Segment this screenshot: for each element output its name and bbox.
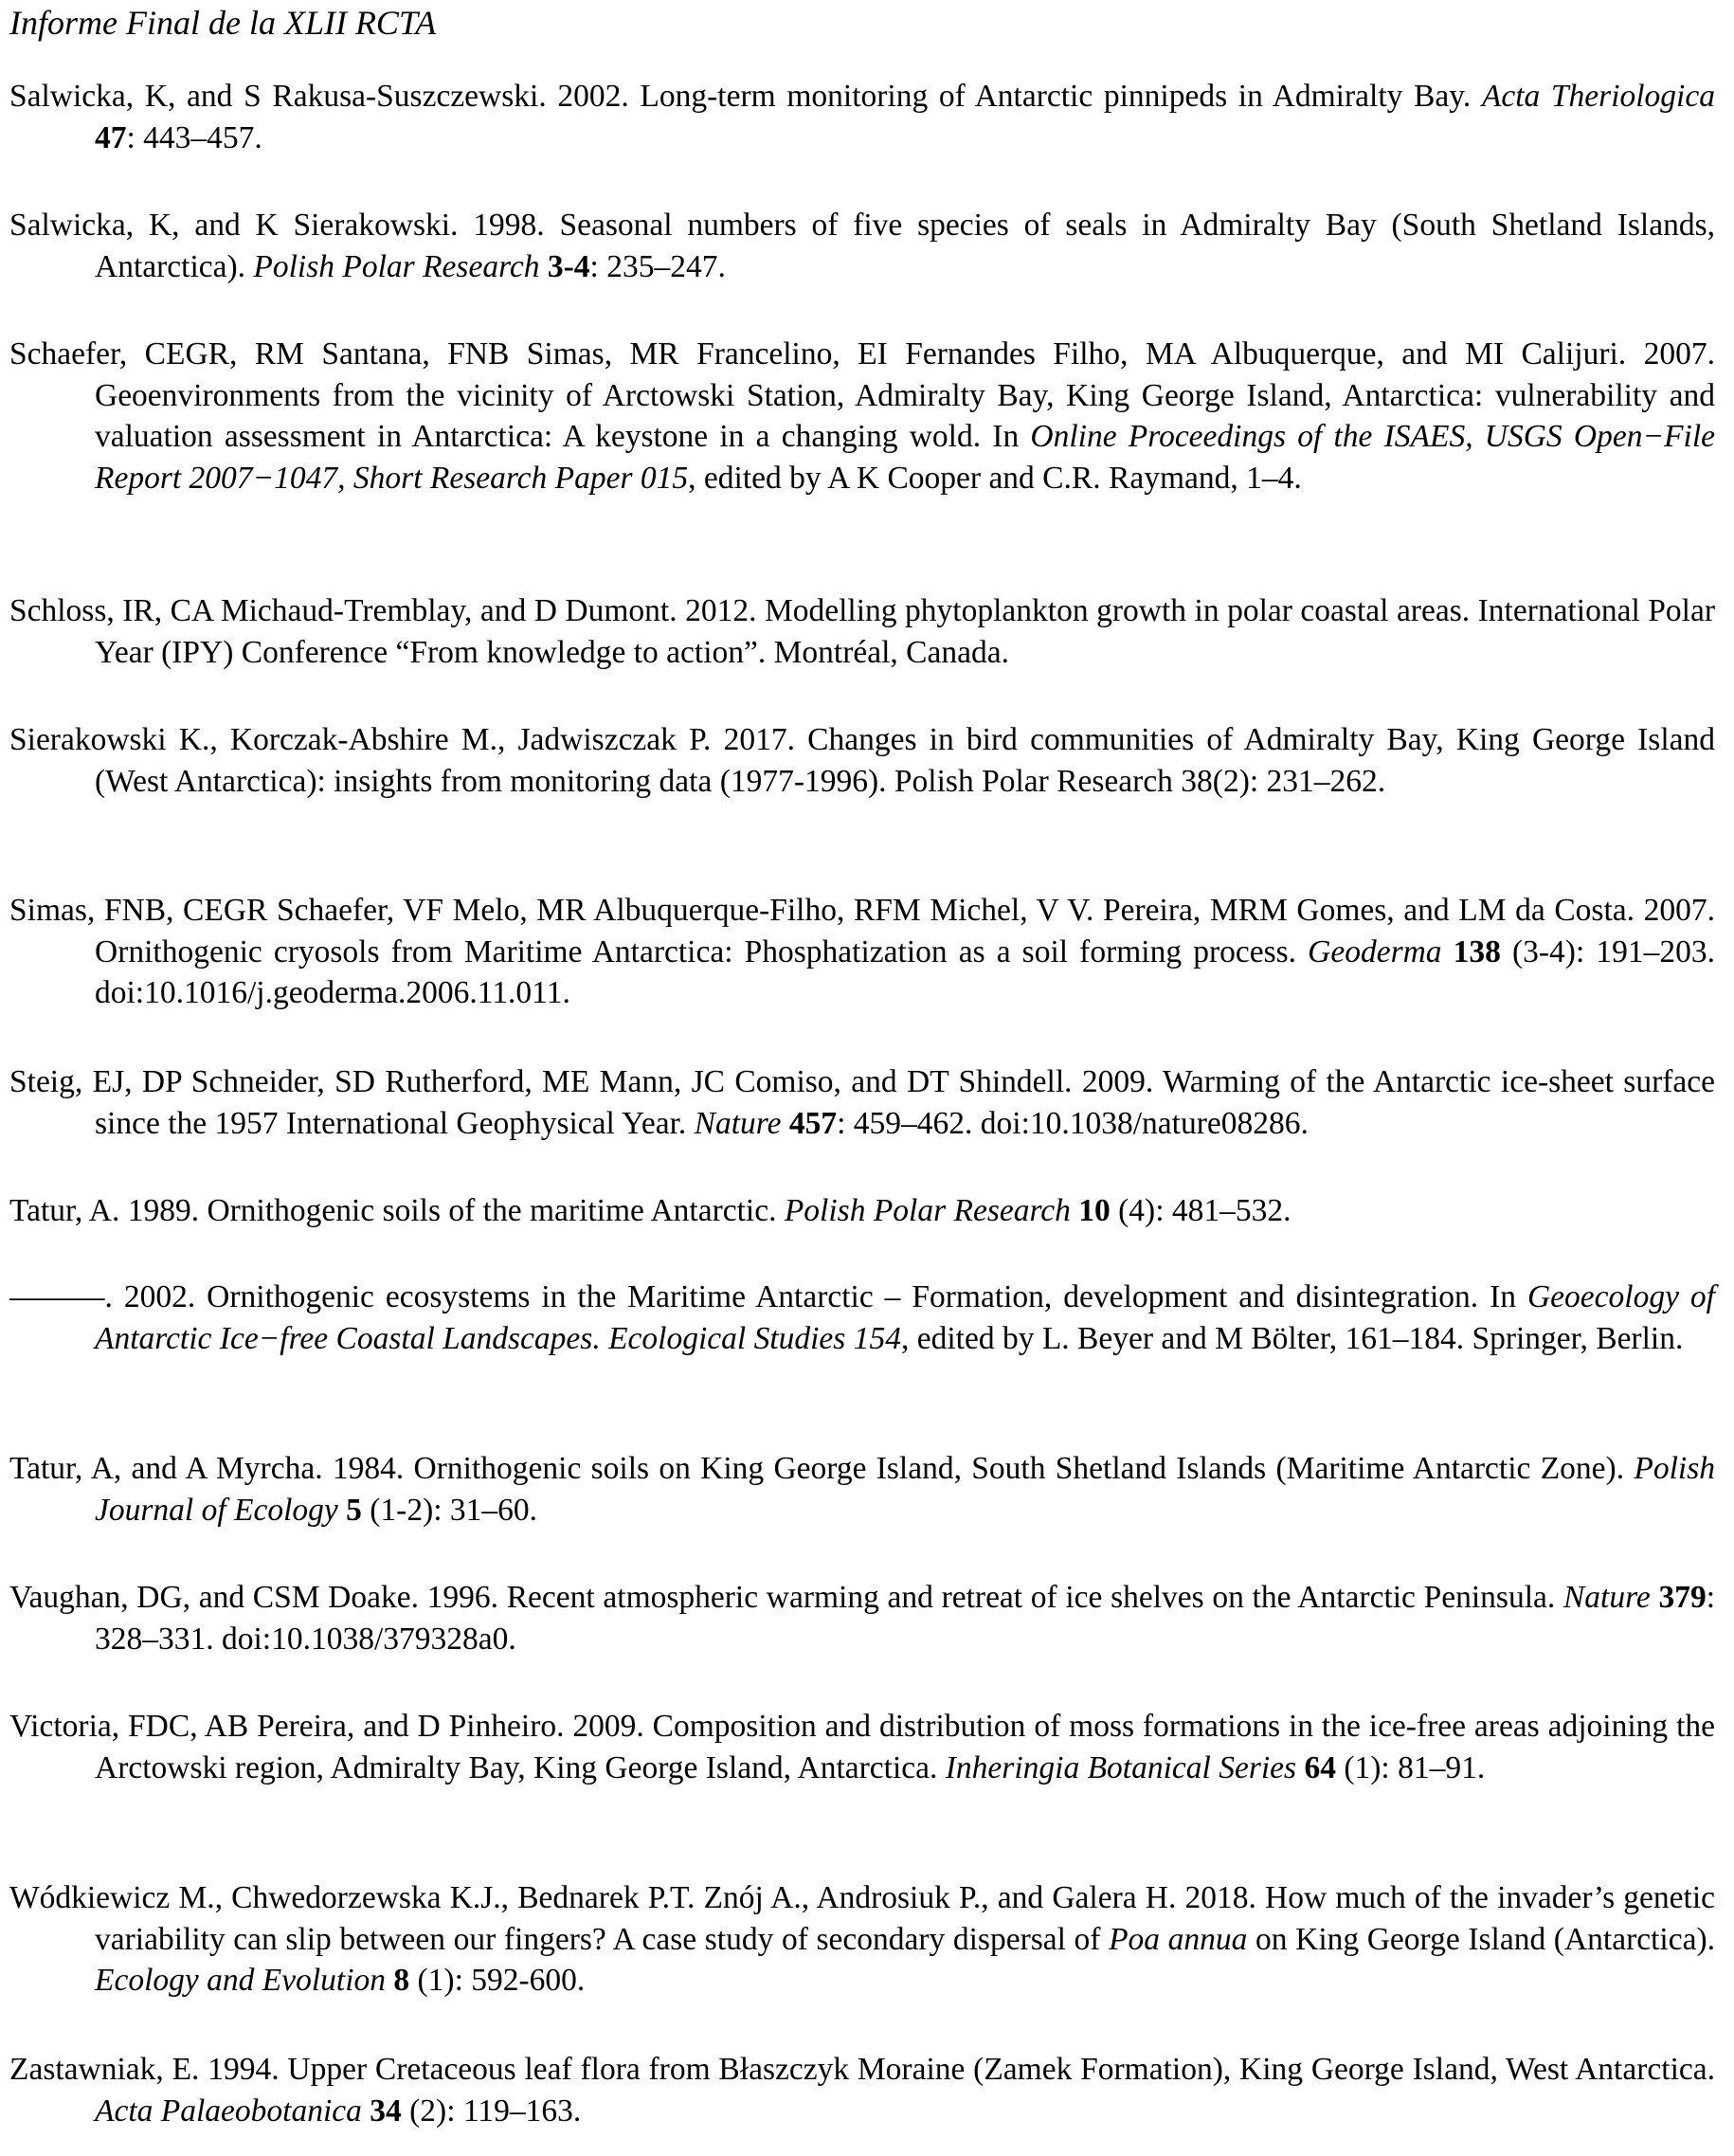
- reference-text-run: ———. 2002. Ornithogenic ecosystems in the Maritime Antarctic – Formation, development and disintegration. In: [9, 1279, 1527, 1314]
- reference-bold-run: 8: [393, 1963, 410, 1998]
- reference-text-run: [1442, 934, 1454, 969]
- reference-text-run: Salwicka, K, and S Rakusa-Suszczewski. 2002. Long-term monitoring of Antarctic pinnipeds in Admiralty Bay.: [9, 79, 1482, 114]
- reference-entry: [9, 205, 1715, 287]
- reference-text-run: : 443–457.: [126, 119, 262, 155]
- reference-text-run: (2): 119–163.: [401, 2093, 582, 2129]
- reference-text-run: (1-2): 31–60.: [361, 1492, 538, 1528]
- reference-text-run: : 328–331. doi:10.1038/379328a0.: [95, 1580, 1715, 1657]
- reference-italic-run: Acta Theriologica: [1481, 79, 1715, 114]
- running-header: Informe Final de la XLII RCTA: [9, 4, 437, 42]
- reference-entry: [9, 1577, 1715, 1659]
- reference-bold-run: 34: [370, 2093, 402, 2129]
- reference-text-run: Tatur, A, and A Myrcha. 1984. Ornithogenic soils on King George Island, South Shetland Islands (Maritime Antarctic Zone).: [9, 1451, 1635, 1486]
- reference-text-run: (4): 481–532.: [1110, 1193, 1291, 1228]
- reference-bold-run: 64: [1304, 1749, 1336, 1785]
- reference-text-run: [539, 249, 547, 284]
- reference-text-run: : 459–462. doi:10.1038/nature08286.: [837, 1105, 1309, 1141]
- reference-italic-run: Poa annua: [1109, 1921, 1248, 1957]
- reference-entry: [9, 1877, 1715, 2002]
- reference-text-run: (1): 592-600.: [409, 1963, 586, 1998]
- reference-entry: [9, 2049, 1715, 2131]
- reference-bold-run: 3-4: [547, 248, 590, 284]
- reference-bold-run: 47: [95, 119, 127, 155]
- reference-italic-run: Acta Palaeobotanica: [95, 2093, 362, 2129]
- reference-text-run: : 235–247.: [589, 248, 726, 284]
- reference-text-run: Schloss, IR, CA Michaud-Tremblay, and D Dumont. 2012. Modelling phytoplankton growth in polar coastal areas. International Polar Year (IPY) Conference “From knowledge to action”. Montréal, Canada.: [9, 593, 1715, 670]
- reference-text-run: Wódkiewicz M., Chwedorzewska K.J., Bednarek P.T. Znój A., Androsiuk P., and Galera H. 2018. How much of the invader’s genetic variability can slip between our fingers? A case study of secondary dispersal of: [9, 1880, 1715, 1957]
- reference-italic-run: Nature: [694, 1105, 782, 1141]
- reference-entry: [9, 719, 1715, 802]
- reference-italic-run: Ecology and Evolution: [95, 1963, 387, 1998]
- reference-text-run: Schaefer, CEGR, RM Santana, FNB Simas, MR Francelino, EI Fernandes Filho, MA Albuquerque, and MI Calijuri. 2007. Geoenvironments from the vicinity of Arctowski Station, Admiralty Bay, King George Island, Antarctica: vulnerability and valuation assessment in Antarctica: A keystone in a changing wold. In: [9, 336, 1715, 454]
- reference-entry: [9, 890, 1715, 1014]
- reference-italic-run: Inheringia Botanical Series: [945, 1749, 1297, 1785]
- reference-italic-run: Nature: [1562, 1580, 1651, 1615]
- reference-text-run: Tatur, A. 1989. Ornithogenic soils of the maritime Antarctic.: [9, 1193, 785, 1228]
- reference-entry: [9, 334, 1715, 498]
- reference-entry: [9, 1277, 1715, 1359]
- reference-entry: [9, 1448, 1715, 1531]
- reference-entry: [9, 76, 1715, 158]
- reference-italic-run: Geoderma: [1308, 933, 1442, 969]
- reference-entry: [9, 1061, 1715, 1144]
- reference-text-run: (1): 81–91.: [1335, 1749, 1486, 1785]
- reference-italic-run: Polish Journal of Ecology: [95, 1451, 1715, 1528]
- reference-text-run: , edited by L. Beyer and M Bölter, 161–184. Springer, Berlin.: [900, 1320, 1684, 1356]
- reference-bold-run: 457: [788, 1105, 838, 1141]
- reference-text-run: Sierakowski K., Korczak-Abshire M., Jadwiszczak P. 2017. Changes in bird communities of Admiralty Bay, King George Island (West Antarctica): insights from monitoring data (1977-1996). Polish Polar Research 38(2): 231–262.: [9, 722, 1715, 799]
- reference-text-run: Simas, FNB, CEGR Schaefer, VF Melo, MR Albuquerque-Filho, RFM Michel, V V. Pereira, MRM Gomes, and LM da Costa. 2007. Ornithogenic cryosols from Maritime Antarctica: Phosphatization as a soil forming process.: [9, 893, 1715, 969]
- reference-entry: [9, 590, 1715, 673]
- reference-text-run: on King George Island (Antarctica).: [1247, 1921, 1715, 1957]
- reference-text-run: [781, 1106, 788, 1141]
- reference-italic-run: Polish Polar Research: [253, 248, 540, 284]
- reference-italic-run: Geoecology of Antarctic Ice−free Coastal Landscapes. Ecological Studies 154: [95, 1279, 1715, 1356]
- reference-text-run: Steig, EJ, DP Schneider, SD Rutherford, ME Mann, JC Comiso, and DT Shindell. 2009. Warming of the Antarctic ice-sheet surface since the 1957 International Geophysical Year.: [9, 1064, 1715, 1141]
- reference-entry: [9, 1190, 1715, 1232]
- reference-bold-run: 5: [346, 1492, 362, 1528]
- reference-italic-run: Online Proceedings of the ISAES, USGS Open−File Report 2007−1047, Short Research Paper 015: [95, 419, 1715, 496]
- reference-bold-run: 10: [1078, 1193, 1111, 1228]
- reference-bold-run: 379: [1658, 1580, 1707, 1615]
- reference-text-run: Zastawniak, E. 1994. Upper Cretaceous leaf flora from Błaszczyk Moraine (Zamek Formation), King George Island, West Antarctica.: [9, 2052, 1715, 2087]
- reference-text-run: [362, 2093, 370, 2129]
- reference-text-run: , edited by A K Cooper and C.R. Raymand, 1–4.: [688, 460, 1302, 496]
- reference-text-run: (3-4): 191–203. doi:10.1016/j.geoderma.2006.11.011.: [95, 933, 1715, 1010]
- reference-text-run: Salwicka, K, and K Sierakowski. 1998. Seasonal numbers of five species of seals in Admiralty Bay (South Shetland Islands, Antarctica).: [9, 208, 1715, 284]
- reference-bold-run: 138: [1453, 933, 1501, 969]
- reference-entry: [9, 1706, 1715, 1788]
- reference-italic-run: Polish Polar Research: [784, 1193, 1071, 1228]
- reference-text-run: Victoria, FDC, AB Pereira, and D Pinheiro. 2009. Composition and distribution of moss formations in the ice-free areas adjoining the Arctowski region, Admiralty Bay, King George Island, Antarctica.: [9, 1709, 1715, 1785]
- reference-text-run: Vaughan, DG, and CSM Doake. 1996. Recent atmospheric warming and retreat of ice shelves on the Antarctic Peninsula.: [9, 1580, 1563, 1615]
- reference-text-run: [338, 1493, 346, 1528]
